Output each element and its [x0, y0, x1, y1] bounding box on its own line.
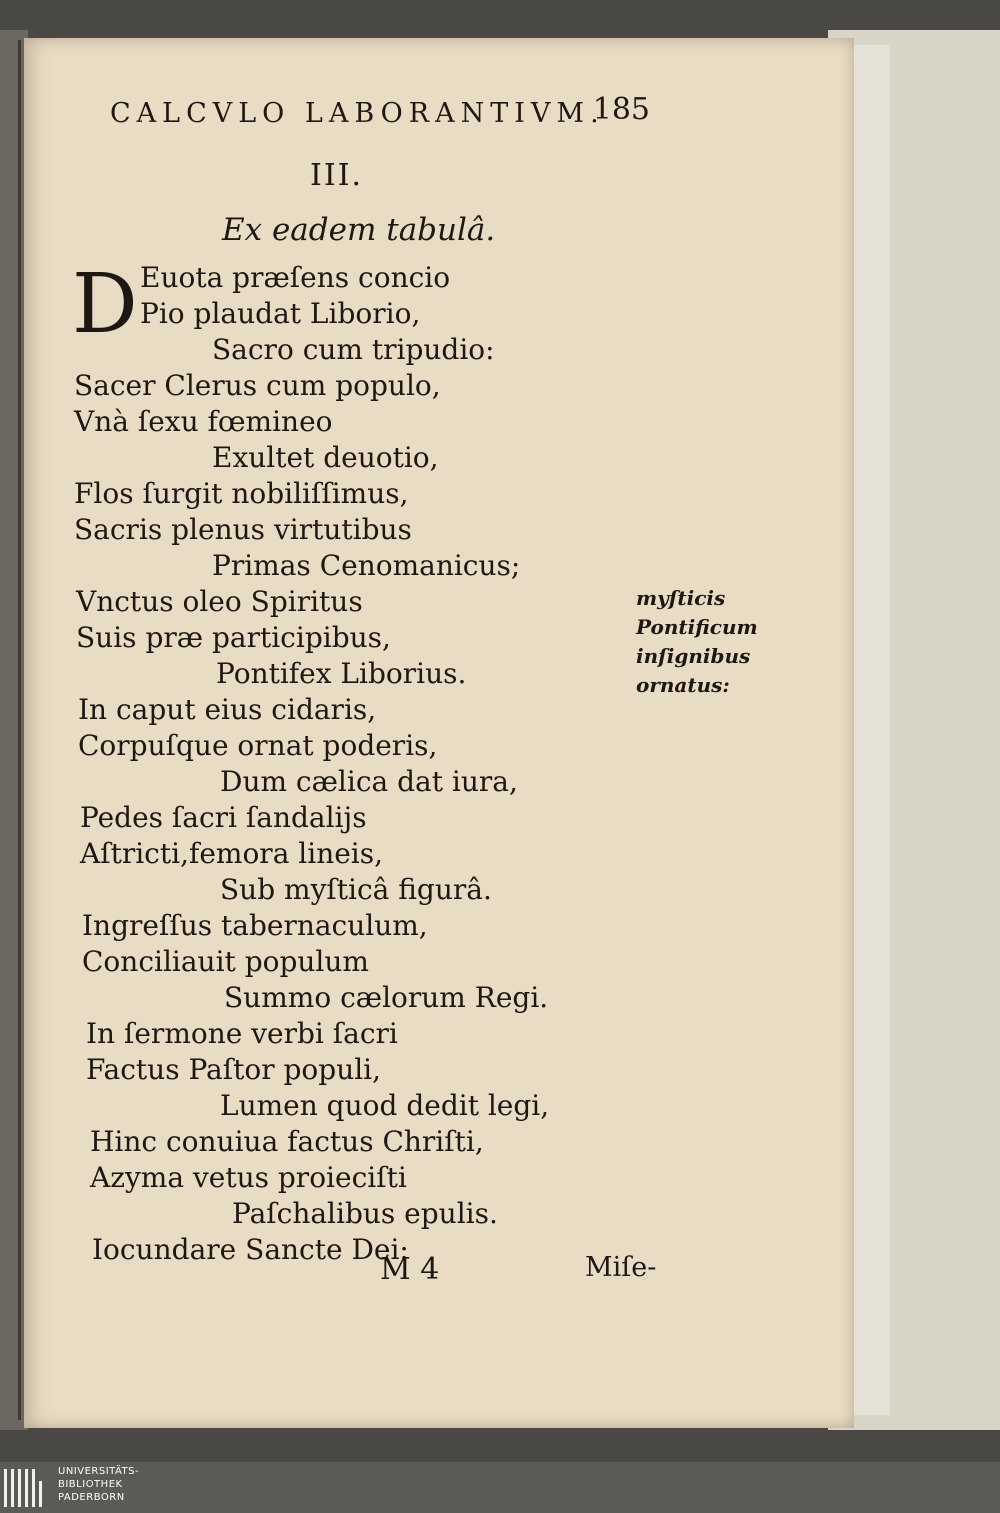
poem-line: Corpuſque ornat poderis,	[78, 729, 438, 762]
poem-line: Hinc conuiua factus Chriſti,	[90, 1125, 484, 1158]
poem-line: Azyma vetus proieciſti	[90, 1161, 407, 1194]
poem-line: Vnà ſexu fœmineo	[74, 405, 333, 438]
poem-line: Sacer Clerus cum populo,	[74, 369, 441, 402]
margin-note-line: inſignibus	[636, 644, 751, 668]
poem-line: Suis præ participibus,	[76, 621, 391, 654]
poem-line: Paſchalibus epulis.	[232, 1197, 498, 1230]
spine	[18, 40, 21, 1420]
poem-line: Aſtricti,femora lineis,	[80, 837, 384, 870]
poem-line: Pedes ſacri ſandalijs	[80, 801, 367, 834]
poem-line: In ſermone verbi ſacri	[86, 1017, 398, 1050]
poem-line: Sacro cum tripudio:	[212, 333, 495, 366]
poem-line: In caput eius cidaris,	[78, 693, 377, 726]
running-title: CALCVLO LABORANTIVM.	[110, 98, 605, 129]
poem-line: Summo cælorum Regi.	[224, 981, 549, 1014]
poem-line: Euota præſens concio	[140, 261, 451, 294]
library-name	[58, 1465, 139, 1504]
margin-note-line: ornatus:	[636, 673, 730, 697]
right-cover-edge	[848, 45, 890, 1415]
poem-line: Exultet deuotio,	[212, 441, 439, 474]
poem-line: Sub myſticâ figurâ.	[220, 873, 492, 906]
poem-line: Sacris plenus virtutibus	[74, 513, 412, 546]
running-header	[110, 92, 650, 129]
poem-line: Primas Cenomanicus;	[212, 549, 521, 582]
page-number: 185	[592, 92, 650, 127]
margin-note	[636, 584, 758, 700]
catchword: Miſe-	[585, 1252, 657, 1283]
poem-line: Pontifex Liborius.	[216, 657, 467, 690]
library-name-line: PADERBORN	[58, 1492, 125, 1503]
section-number: III.	[310, 158, 364, 193]
margin-note-line: Pontificum	[636, 615, 758, 639]
poem-line: Lumen quod dedit legi,	[220, 1089, 550, 1122]
library-logo-icon	[4, 1469, 46, 1507]
section-subtitle: Ex eadem tabulâ.	[222, 212, 496, 248]
poem-line: Dum cælica dat iura,	[220, 765, 518, 798]
poem-line: Iocundare Sancte Dei:	[92, 1233, 409, 1266]
poem-line: Ingreſſus tabernaculum,	[82, 909, 428, 942]
poem-line: Vnctus oleo Spiritus	[76, 585, 363, 618]
poem-line: Pio plaudat Liborio,	[140, 297, 421, 330]
library-footer	[0, 1462, 1000, 1513]
poem-line: Factus Paſtor populi,	[86, 1053, 382, 1086]
library-name-line: UNIVERSITÄTS-	[58, 1466, 140, 1477]
poem-line: Conciliauit populum	[82, 945, 369, 978]
margin-note-line: myſticis	[636, 586, 726, 610]
poem-line: Flos ſurgit nobiliſſimus,	[74, 477, 409, 510]
drop-cap: D	[72, 257, 138, 352]
signature-mark: M 4	[380, 1252, 440, 1287]
library-name-line: BIBLIOTHEK	[58, 1479, 123, 1490]
